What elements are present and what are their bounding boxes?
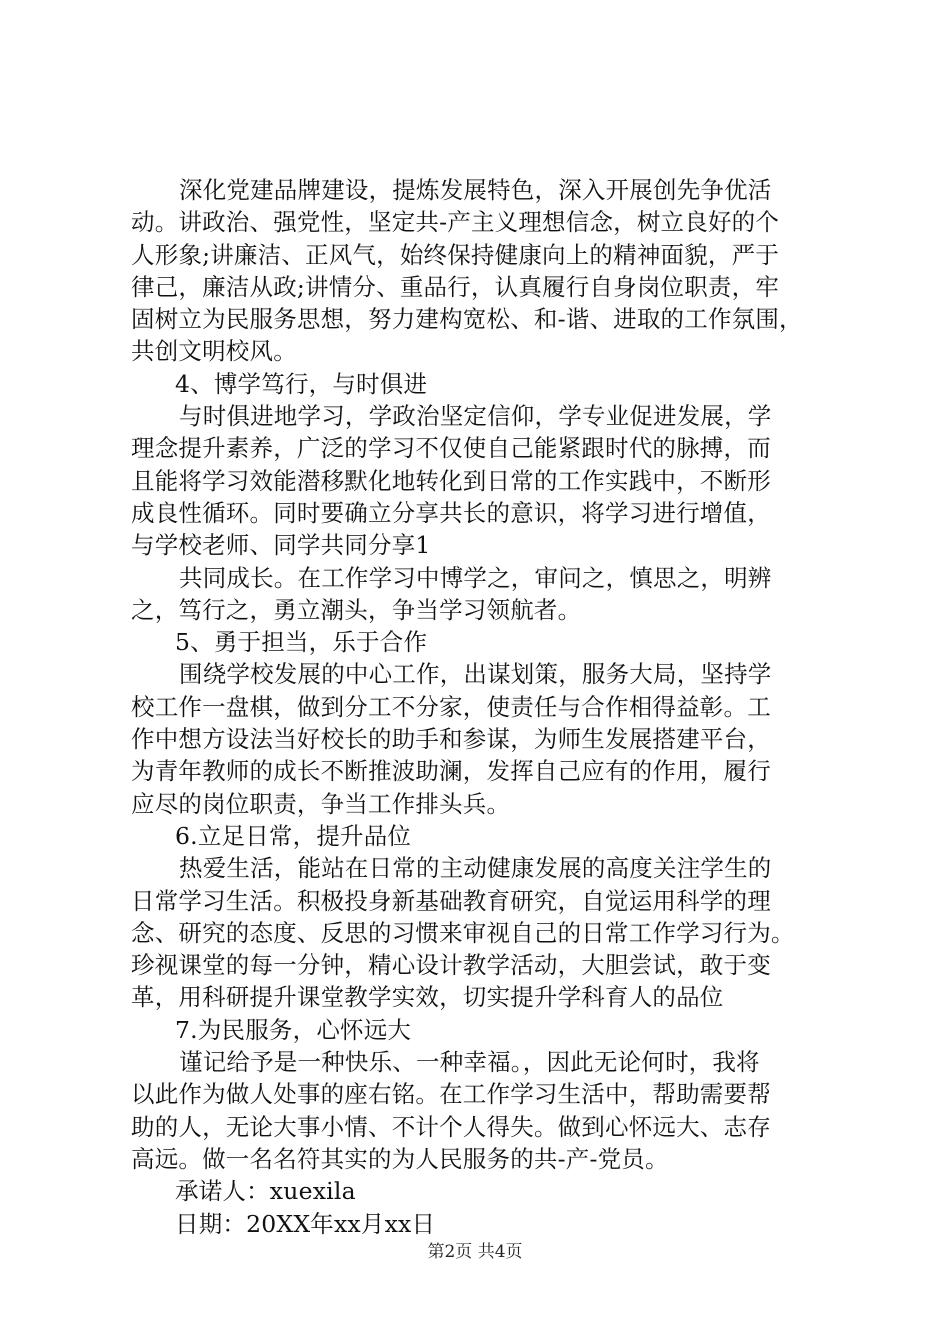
paragraph-line: 应尽的岗位职责，争当工作排头兵。 [131,789,511,818]
paragraph-line: 动。讲政治、强党性，坚定共-产主义理想信念，树立良好的个 [131,208,780,237]
paragraph-line: 助的人，无论大事小情、不计个人得失。做到心怀远大、志存 [131,1112,771,1141]
paragraph-line: 共同成长。在工作学习中博学之，审问之，慎思之，明辨 [179,563,772,592]
paragraph-line: 人形象;讲廉洁、正风气，始终保持健康向上的精神面貌，严于 [131,240,780,269]
paragraph-line: 共创文明校风。 [131,337,297,366]
date-line: 日期：20XX年xx月xx日 [175,1209,436,1238]
paragraph-line: 理念提升素养，广泛的学习不仅使自己能紧跟时代的脉搏，而 [131,434,771,463]
paragraph-line: 且能将学习效能潜移默化地转化到日常的工作实践中，不断形 [131,466,771,495]
paragraph-line: 日常学习生活。积极投身新基础教育研究，自觉运用科学的理 [131,886,771,915]
paragraph-line: 热爱生活，能站在日常的主动健康发展的高度关注学生的 [179,854,772,883]
section-heading: 6.立足日常，提升品位 [175,821,412,850]
paragraph-line: 与学校老师、同学共同分享1 [131,531,431,560]
paragraph-line: 革，用科研提升课堂教学实效，切实提升学科育人的品位 [131,983,724,1012]
paragraph-line: 高远。做一名名符其实的为人民服务的共-产-党员。 [131,1144,669,1173]
paragraph-line: 念、研究的态度、反思的习惯来审视自己的日常工作学习行为。 [131,918,795,947]
paragraph-line: 深化党建品牌建设，提炼发展特色，深入开展创先争优活 [179,176,772,204]
page-number: 第2页 共4页 [427,1242,523,1262]
paragraph-line: 成良性循环。同时要确立分享共长的意识，将学习进行增值， [131,498,771,527]
document-body [131,174,851,1240]
paragraph-line: 围绕学校发展的中心工作，出谋划策，服务大局，坚持学 [179,660,772,689]
paragraph-line: 固树立为民服务思想，努力建构宽松、和-谐、进取的工作氛围， [131,305,803,334]
paragraph-line: 为青年教师的成长不断推波助澜，发挥自己应有的作用，履行 [131,757,771,786]
paragraph-line: 之，笃行之，勇立潮头，争当学习领航者。 [131,595,582,624]
section-heading: 5、勇于担当，乐于合作 [175,628,428,657]
section-heading: 4、博学笃行，与时俱进 [175,369,428,398]
paragraph-line: 律己，廉洁从政;讲情分、重品行，认真履行自身岗位职责，牢 [131,272,780,301]
signatory-line: 承诺人：xuexila [175,1177,356,1206]
paragraph-line: 与时俱进地学习，学政治坚定信仰，学专业促进发展，学 [179,402,772,431]
paragraph-line: 珍视课堂的每一分钟，精心设计教学活动，大胆尝试，敢于变 [131,951,771,980]
paragraph-line: 以此作为做人处事的座右铭。在工作学习生活中，帮助需要帮 [131,1080,771,1109]
paragraph-line: 校工作一盘棋，做到分工不分家，使责任与合作相得益彰。工 [131,692,771,721]
paragraph-line: 作中想方设法当好校长的助手和参谋，为师生发展搭建平台， [131,725,771,754]
paragraph-line: 谨记给予是一种快乐、一种幸福。，因此无论何时，我将 [179,1048,760,1077]
section-heading: 7.为民服务，心怀远大 [175,1015,412,1044]
